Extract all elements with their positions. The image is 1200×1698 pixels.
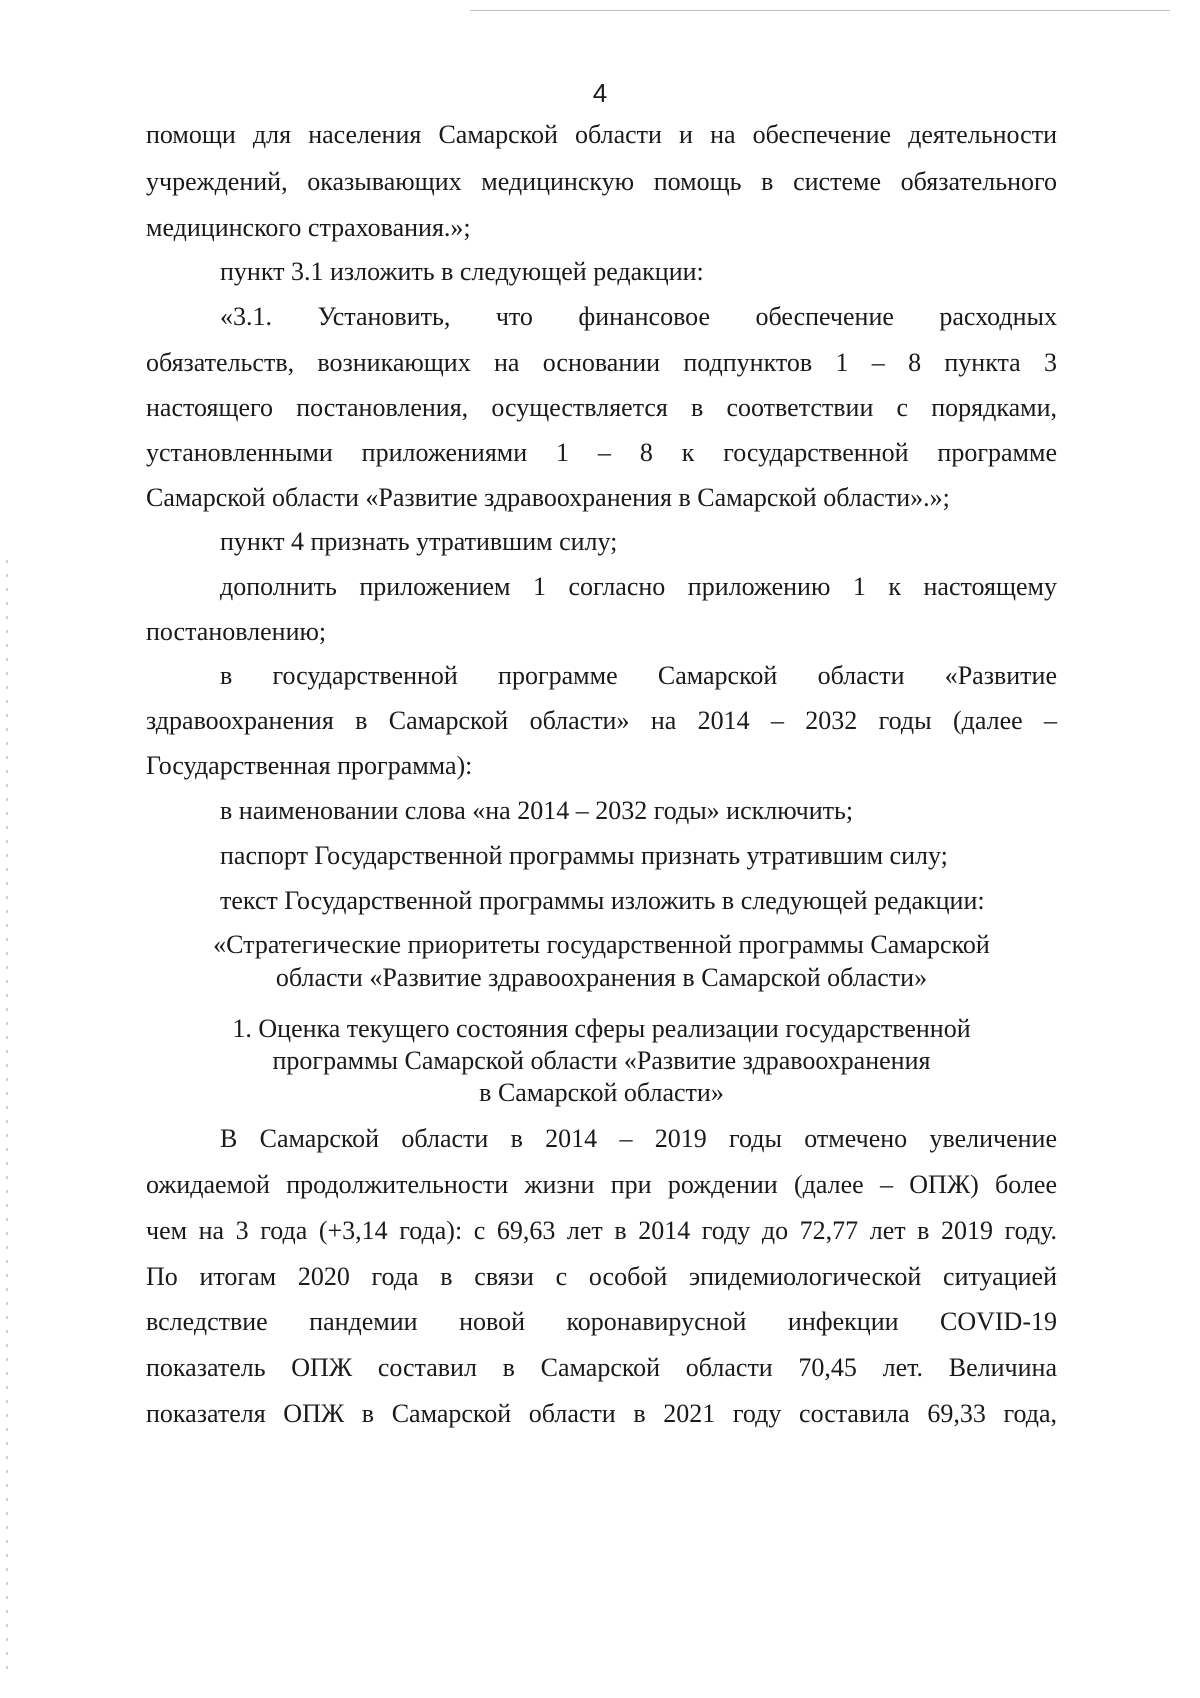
page-number: 4 [592,78,608,108]
text-line: Самарской области «Развитие здравоохранения в Самарской области».»; [146,483,950,512]
text-line: показатель ОПЖ составил в Самарской области 70,45 лет. Величина [146,1353,1057,1382]
section-heading: области «Развитие здравоохранения в Самарской области» [275,963,928,992]
text-line: в наименовании слова «на 2014 – 2032 годы» исключить; [220,796,854,825]
text-line: вследствие пандемии новой коронавирусной инфекции COVID-19 [146,1307,1057,1336]
text-line: пункт 4 признать утратившим силу; [220,527,618,556]
text-line: постановлению; [146,617,327,646]
text-line: учреждений, оказывающих медицинскую помощь в системе обязательного [146,167,1057,196]
text-line: чем на 3 года (+3,14 года): с 69,63 лет в 2014 году до 72,77 лет в 2019 году. [146,1216,1057,1245]
text-line: «3.1. Установить, что финансовое обеспечение расходных [220,302,1057,331]
scan-top-edge [470,10,1170,11]
subsection-heading: в Самарской области» [479,1078,724,1107]
text-line: текст Государственной программы изложить в следующей редакции: [220,886,985,915]
text-line: обязательств, возникающих на основании подпунктов 1 – 8 пункта 3 [146,348,1057,377]
text-line: помощи для населения Самарской области и на обеспечение деятельности [146,120,1057,149]
text-line: здравоохранения в Самарской области» на 2014 – 2032 годы (далее – [146,706,1057,735]
text-line: установленными приложениями 1 – 8 к государственной программе [146,438,1057,467]
text-line: По итогам 2020 года в связи с особой эпидемиологической ситуацией [146,1262,1057,1291]
text-line: настоящего постановления, осуществляется в соответствии с порядками, [146,393,1057,422]
subsection-heading: 1. Оценка текущего состояния сферы реализации государственной [232,1014,971,1043]
text-line: медицинского страхования.»; [146,213,471,242]
scan-left-edge [6,560,8,1680]
text-line: в государственной программе Самарской области «Развитие [220,661,1057,690]
text-line: пункт 3.1 изложить в следующей редакции: [220,257,704,286]
subsection-heading: программы Самарской области «Развитие здравоохранения [272,1046,931,1075]
text-line: ожидаемой продолжительности жизни при рождении (далее – ОПЖ) более [146,1170,1057,1199]
text-line: В Самарской области в 2014 – 2019 годы отмечено увеличение [220,1124,1057,1153]
text-line: показателя ОПЖ в Самарской области в 2021 году составила 69,33 года, [146,1399,1057,1428]
text-line: паспорт Государственной программы признать утратившим силу; [220,841,948,870]
section-heading: «Стратегические приоритеты государственной программы Самарской [213,930,990,959]
text-line: Государственная программа): [146,751,473,780]
text-line: дополнить приложением 1 согласно приложению 1 к настоящему [220,572,1057,601]
